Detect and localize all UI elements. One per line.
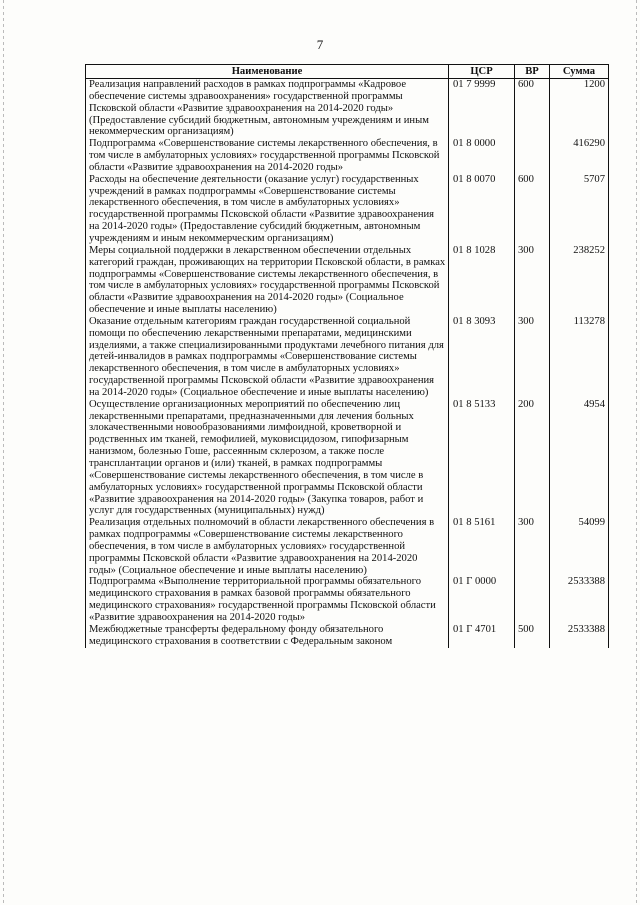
row-vr <box>515 138 550 174</box>
scan-edge-right <box>636 0 637 905</box>
row-name: Подпрограмма «Совершенствование системы лекарственного обеспечения, в том числе в амбулаторных условиях» государственной программы Псковской области «Развитие здравоохранения на 2014-2020 годы» <box>86 138 449 174</box>
header-name: Наименование <box>86 65 449 79</box>
row-vr: 500 <box>515 624 550 648</box>
row-csr: 01 8 0070 <box>449 174 515 245</box>
row-name: Реализация отдельных полномочий в области лекарственного обеспечения в рамках подпрограммы «Совершенствование системы лекарственного обеспечения, в том числе в амбулаторных условиях» государственной программы Псковской области «Развитие здравоохранения на 2014-2020 годы» (Социальное обеспечение и иные выплаты населению) <box>86 517 449 576</box>
table-row <box>86 245 609 316</box>
row-vr: 200 <box>515 399 550 517</box>
row-sum: 4954 <box>550 399 609 517</box>
table-row <box>86 79 609 139</box>
row-sum: 238252 <box>550 245 609 316</box>
row-csr: 01 Г 4701 <box>449 624 515 648</box>
row-name: Меры социальной поддержки в лекарственном обеспечении отдельных категорий граждан, проживающих на территории Псковской области, в рамках подпрограммы «Совершенствование системы лекарственного обеспечения, в том числе в амбулаторных условиях» государственной программы Псковской области «Развитие здравоохранения на 2014-2020 годы» (Социальное обеспечение и иные выплаты населению) <box>86 245 449 316</box>
table-row <box>86 624 609 648</box>
table-row <box>86 576 609 623</box>
row-sum: 113278 <box>550 316 609 399</box>
row-vr: 300 <box>515 316 550 399</box>
row-sum: 2533388 <box>550 624 609 648</box>
table-row <box>86 316 609 399</box>
row-sum: 5707 <box>550 174 609 245</box>
table-header-row <box>86 65 609 79</box>
row-vr: 600 <box>515 79 550 139</box>
row-csr: 01 8 3093 <box>449 316 515 399</box>
row-vr: 300 <box>515 245 550 316</box>
header-sum: Сумма <box>550 65 609 79</box>
row-name: Реализация направлений расходов в рамках подпрограммы «Кадровое обеспечение системы здравоохранения» государственной программы Псковской области «Развитие здравоохранения на 2014-2020 годы» (Предоставление субсидий бюджетным, автономным учреждениям и иным некоммерческим организациям) <box>86 79 449 139</box>
budget-table <box>85 64 609 648</box>
page-number: 7 <box>316 37 324 52</box>
row-sum: 54099 <box>550 517 609 576</box>
table-row <box>86 517 609 576</box>
row-name: Межбюджетные трансферты федеральному фонду обязательного медицинского страхования в соответствии с Федеральным законом <box>86 624 449 648</box>
row-csr: 01 7 9999 <box>449 79 515 139</box>
scan-edge-left <box>3 0 4 905</box>
row-name: Оказание отдельным категориям граждан государственной социальной помощи по обеспечению лекарственными препаратами, медицинскими изделиями, а также специализированными продуктами лечебного питания для детей-инвалидов в рамках подпрограммы «Совершенствование системы лекарственного обеспечения, в том числе в амбулаторных условиях» государственной программы Псковской области «Развитие здравоохранения на 2014-2020 годы» (Социальное обеспечение и иные выплаты населению) <box>86 316 449 399</box>
table-row <box>86 138 609 174</box>
row-csr: 01 8 5133 <box>449 399 515 517</box>
row-sum: 2533388 <box>550 576 609 623</box>
table-row <box>86 174 609 245</box>
row-name: Подпрограмма «Выполнение территориальной программы обязательного медицинского страхования в рамках базовой программы обязательного медицинского страхования» государственной программы Псковской области «Развитие здравоохранения на 2014-2020 годы» <box>86 576 449 623</box>
table-row <box>86 399 609 517</box>
row-sum: 1200 <box>550 79 609 139</box>
row-name: Осуществление организационных мероприятий по обеспечению лиц лекарственными препаратами, предназначенными для лечения больных злокачественными новообразованиями лимфоидной, кроветворной и родственных им тканей, гемофилией, муковисцидозом, гипофизарным нанизмом, болезнью Гоше, рассеянным склерозом, а также после трансплантации органов и (или) тканей, в рамках подпрограммы «Совершенствование системы лекарственного обеспечения, в том числе в амбулаторных условиях» государственной программы Псковской области «Развитие здравоохранения на 2014-2020 годы» (Закупка товаров, работ и услуг для государственных (муниципальных) нужд) <box>86 399 449 517</box>
row-vr <box>515 576 550 623</box>
row-csr: 01 8 1028 <box>449 245 515 316</box>
row-vr: 300 <box>515 517 550 576</box>
header-csr: ЦСР <box>449 65 515 79</box>
row-name: Расходы на обеспечение деятельности (оказание услуг) государственных учреждений в рамках подпрограммы «Совершенствование системы лекарственного обеспечения, в том числе в амбулаторных условиях» государственной программы Псковской области «Развитие здравоохранения на 2014-2020 годы» (Предоставление субсидий бюджетным, автономным учреждениям и иным некоммерческим организациям) <box>86 174 449 245</box>
row-csr: 01 8 0000 <box>449 138 515 174</box>
row-sum: 416290 <box>550 138 609 174</box>
header-vr: ВР <box>515 65 550 79</box>
row-vr: 600 <box>515 174 550 245</box>
row-csr: 01 Г 0000 <box>449 576 515 623</box>
row-csr: 01 8 5161 <box>449 517 515 576</box>
